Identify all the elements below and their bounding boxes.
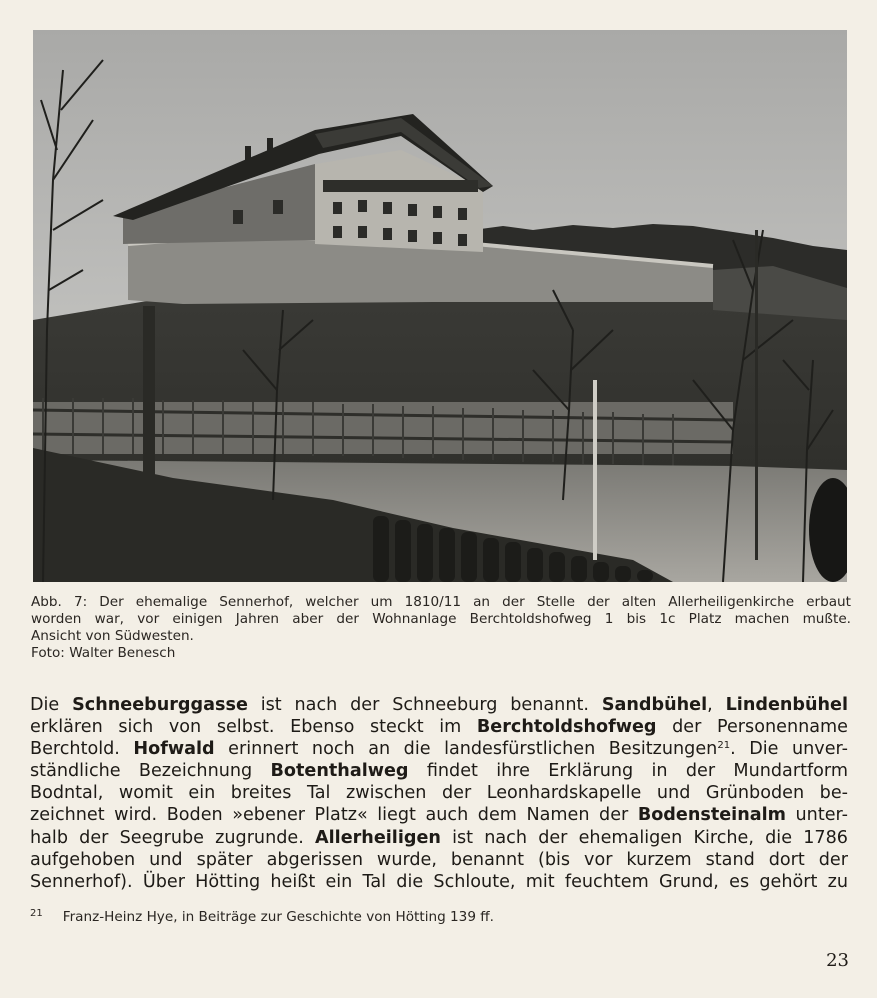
footnote-text: Franz-Heinz Hye, in Beiträge zur Geschichte von Hötting 139 ff. <box>62 909 494 925</box>
text-line: halb der Seegrube zugrunde. Allerheiligen ist nach der ehemaligen Kirche, die 1786 <box>30 827 848 848</box>
page-number: 23 <box>826 950 849 971</box>
footnote-ref: 21 <box>717 740 731 752</box>
street-name: Lindenbühel <box>725 695 849 715</box>
photo-sennerhof <box>33 30 847 582</box>
street-name: Bodensteinalm <box>637 805 786 826</box>
text-line: zeichnet wird. Boden »ebener Platz« liegt auch dem Namen der Bodensteinalm unter- <box>30 805 848 826</box>
figure-caption <box>31 594 851 662</box>
photo-credit: Foto: Walter Benesch <box>31 645 176 661</box>
text-line: Berchtold. Hofwald erinnert noch an die landesfürstlichen Besitzungen$^{21}$. Die unver- <box>30 739 848 760</box>
street-name: Hofwald <box>133 739 215 760</box>
caption-line: Abb. 7: Der ehemalige Sennerhof, welcher um 1810/11 an der Stelle der alten Allerheiligenkirche erbaut <box>31 594 851 610</box>
text-line: Die Schneeburggasse ist nach der Schneeburg benannt. Sandbühel, Lindenbühel <box>30 695 849 715</box>
text-line: Sennerhof). Über Hötting heißt ein Tal die Schloute, mit feuchtem Grund, es gehört zu <box>30 871 848 892</box>
street-name: Schneeburggasse <box>72 695 248 715</box>
street-name: Allerheiligen <box>315 827 441 848</box>
text-line: erklären sich von selbst. Ebenso steckt im Berchtoldshofweg der Personenname <box>30 717 848 738</box>
text-line: aufgehoben und später abgerissen wurde, benannt (bis vor kurzem stand dort der <box>30 849 848 870</box>
street-name: Botenthalweg <box>270 761 409 782</box>
text-line: Bodntal, womit ein breites Tal zwischen der Leonhardskapelle und Grünboden be- <box>30 783 848 804</box>
caption-line: Ansicht von Südwesten. <box>31 628 194 644</box>
caption-line: worden war, vor einigen Jahren aber der Wohnanlage Berchtoldshofweg 1 bis 1c Platz machen mußte. <box>31 611 851 627</box>
footnote-number: 21 <box>30 908 43 919</box>
street-name: Sandbühel <box>601 695 708 715</box>
footnote <box>30 908 730 925</box>
text-line: ständliche Bezeichnung Botenthalweg findet ihre Erklärung in der Mundartform <box>30 761 848 782</box>
body-paragraph <box>30 694 848 893</box>
street-name: Berchtoldshofweg <box>476 717 657 738</box>
